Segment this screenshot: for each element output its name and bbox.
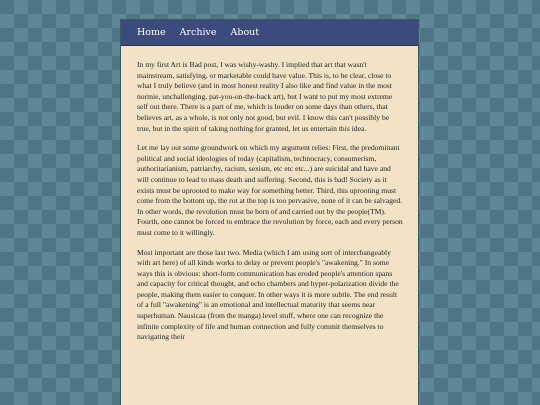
post-paragraph: Let me lay out some groundwork on which my argument relies: First, the predominant political and social ideologies of today (capitalism, technocracy, consumerism, authoritarianism, patriarchy, racism, sexism, etc etc etc...) are suicidal and have and will continue to lead to mass death and suffering. Second, this is bad! Society as it exists must be uprooted to make way for something better. Third, this uprooting must come from the bottom up, the rot at the top is too pervasive, none of it can be salvaged. In other words, the revolution must be born of and carried out by the people(TM). Fourth, one cannot be forced to embrace the revolution by force, each and every person must come to it willingly. [137, 143, 403, 237]
post-paragraph: Most important are those last two. Media (which I am using sort of interchangeably with art here) of all kinds works to delay or prevent people's "awakening." In some ways this is obvious: short-form communication has eroded people's attention spans and capacity for critical thought, and echo chambers and hyper-polarization divide the people, making them easier to conquer. In other ways it is more subtle. The end result of a full "awakening" is an emotional and intellectual maturity that seems near superhuman. Nausicaa (from the manga) level stuff, where one can recognize the infinite complexity of life and human connection and fully commit themselves to navigating their [137, 247, 399, 342]
nav-link-archive[interactable]: Archive [179, 26, 217, 38]
post-body [121, 46, 418, 343]
nav-link-home[interactable]: Home [137, 26, 166, 38]
blog-page [121, 20, 418, 405]
post-paragraph: In my first Art is Bad post, I was wishy-washy. I implied that art that wasn't mainstream, satisfying, or marketable could have value. This is, to be clear, close to what I truly believe (and in most honest reality I also like and find value in the most normie, unchallenging, pat-you-on-the-back art), but I want to put my most extreme self out there. There is a part of me, which is louder on some days than others, that believes art, as a whole, is not only not good, but evil. I know this can't possibly be true, but in the spirit of taking nothing for granted, let us entertain this idea. [137, 60, 393, 133]
nav-link-about[interactable]: About [230, 26, 260, 38]
top-nav [121, 20, 418, 46]
